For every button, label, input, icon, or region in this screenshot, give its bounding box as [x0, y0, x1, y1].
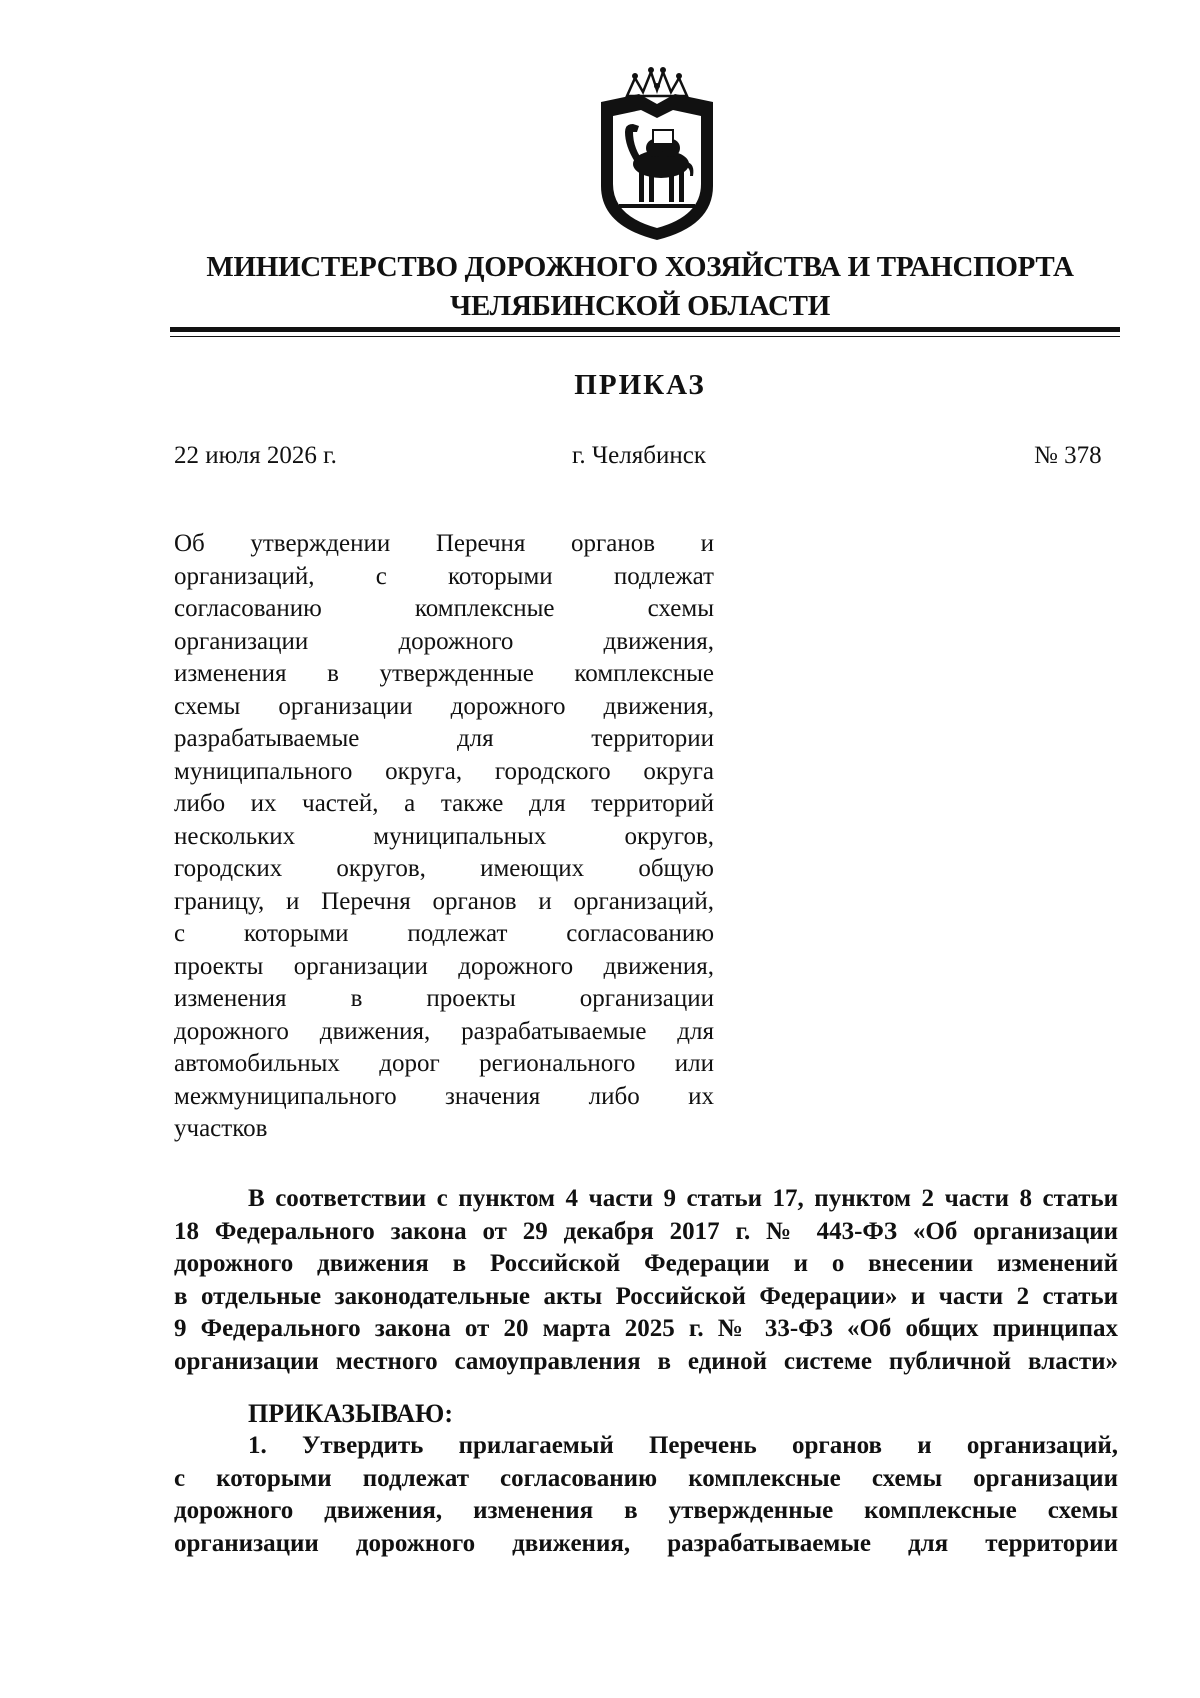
ministry-name-line1: МИНИСТЕРСТВО ДОРОЖНОГО ХОЗЯЙСТВА И ТРАНСПОРТА	[206, 251, 1074, 283]
subject-line: схемы организации дорожного движения,	[174, 692, 714, 720]
item-line: с которыми подлежат согласованию комплексные схемы организации	[174, 1464, 1118, 1492]
subject-line: границу, и Перечня органов и организаций,	[174, 887, 714, 915]
order-item-1	[174, 1430, 1118, 1560]
order-date: 22 июля 2026 г.	[174, 442, 337, 469]
subject-line: изменения в утвержденные комплексные	[174, 660, 714, 687]
subject-line: городских округов, имеющих общую	[174, 855, 714, 882]
subject-line: разрабатываемые для территории	[174, 725, 714, 752]
order-number: № 378	[1034, 442, 1102, 469]
subject-line: участков	[174, 1115, 268, 1142]
subject-line: с которыми подлежат согласованию	[174, 920, 714, 947]
orders-heading: ПРИКАЗЫВАЮ:	[248, 1399, 453, 1428]
order-subject	[174, 528, 714, 1146]
subject-line: согласованию комплексные схемы	[174, 595, 714, 622]
preamble-line: в отдельные законодательные акты Российской Федерации» и части 2 статьи	[174, 1282, 1118, 1310]
subject-line: либо их частей, а также для территорий	[174, 790, 714, 817]
subject-line: Об утверждении Перечня органов и	[174, 530, 714, 557]
subject-line: проекты организации дорожного движения,	[174, 952, 714, 980]
item-line: организации дорожного движения, разрабатываемые для территории	[174, 1529, 1118, 1557]
item-line: дорожного движения, изменения в утвержденные комплексные схемы	[174, 1497, 1118, 1524]
preamble-line: В соответствии с пунктом 4 части 9 статьи 17, пунктом 2 части 8 статьи	[248, 1185, 1118, 1212]
preamble-paragraph	[174, 1183, 1118, 1378]
subject-line: организации дорожного движения,	[174, 627, 714, 655]
order-city: г. Челябинск	[572, 442, 706, 469]
subject-line: муниципального округа, городского округа	[174, 757, 714, 785]
order-title: ПРИКАЗ	[574, 369, 706, 401]
chelyabinsk-coat-of-arms-icon	[595, 66, 720, 244]
header-divider-thin	[170, 336, 1120, 337]
subject-line: изменения в проекты организации	[174, 985, 714, 1012]
header-divider-thick	[170, 327, 1120, 332]
subject-line: межмуниципального значения либо их	[174, 1082, 714, 1110]
subject-line: автомобильных дорог регионального или	[174, 1050, 714, 1077]
preamble-line: 18 Федерального закона от 29 декабря 2017 г. № 443-ФЗ «Об организации	[174, 1217, 1118, 1245]
subject-line: нескольких муниципальных округов,	[174, 822, 714, 850]
ministry-name-line2: ЧЕЛЯБИНСКОЙ ОБЛАСТИ	[450, 290, 830, 322]
preamble-line: дорожного движения в Российской Федерации и о внесении изменений	[174, 1250, 1118, 1277]
preamble-line: организации местного самоуправления в единой системе публичной власти»	[174, 1347, 1118, 1375]
preamble-line: 9 Федерального закона от 20 марта 2025 г. № 33-ФЗ «Об общих принципах	[174, 1315, 1118, 1342]
subject-line: организаций, с которыми подлежат	[174, 562, 714, 590]
subject-line: дорожного движения, разрабатываемые для	[174, 1017, 714, 1045]
item-line: 1. Утвердить прилагаемый Перечень органов и организаций,	[248, 1432, 1118, 1459]
